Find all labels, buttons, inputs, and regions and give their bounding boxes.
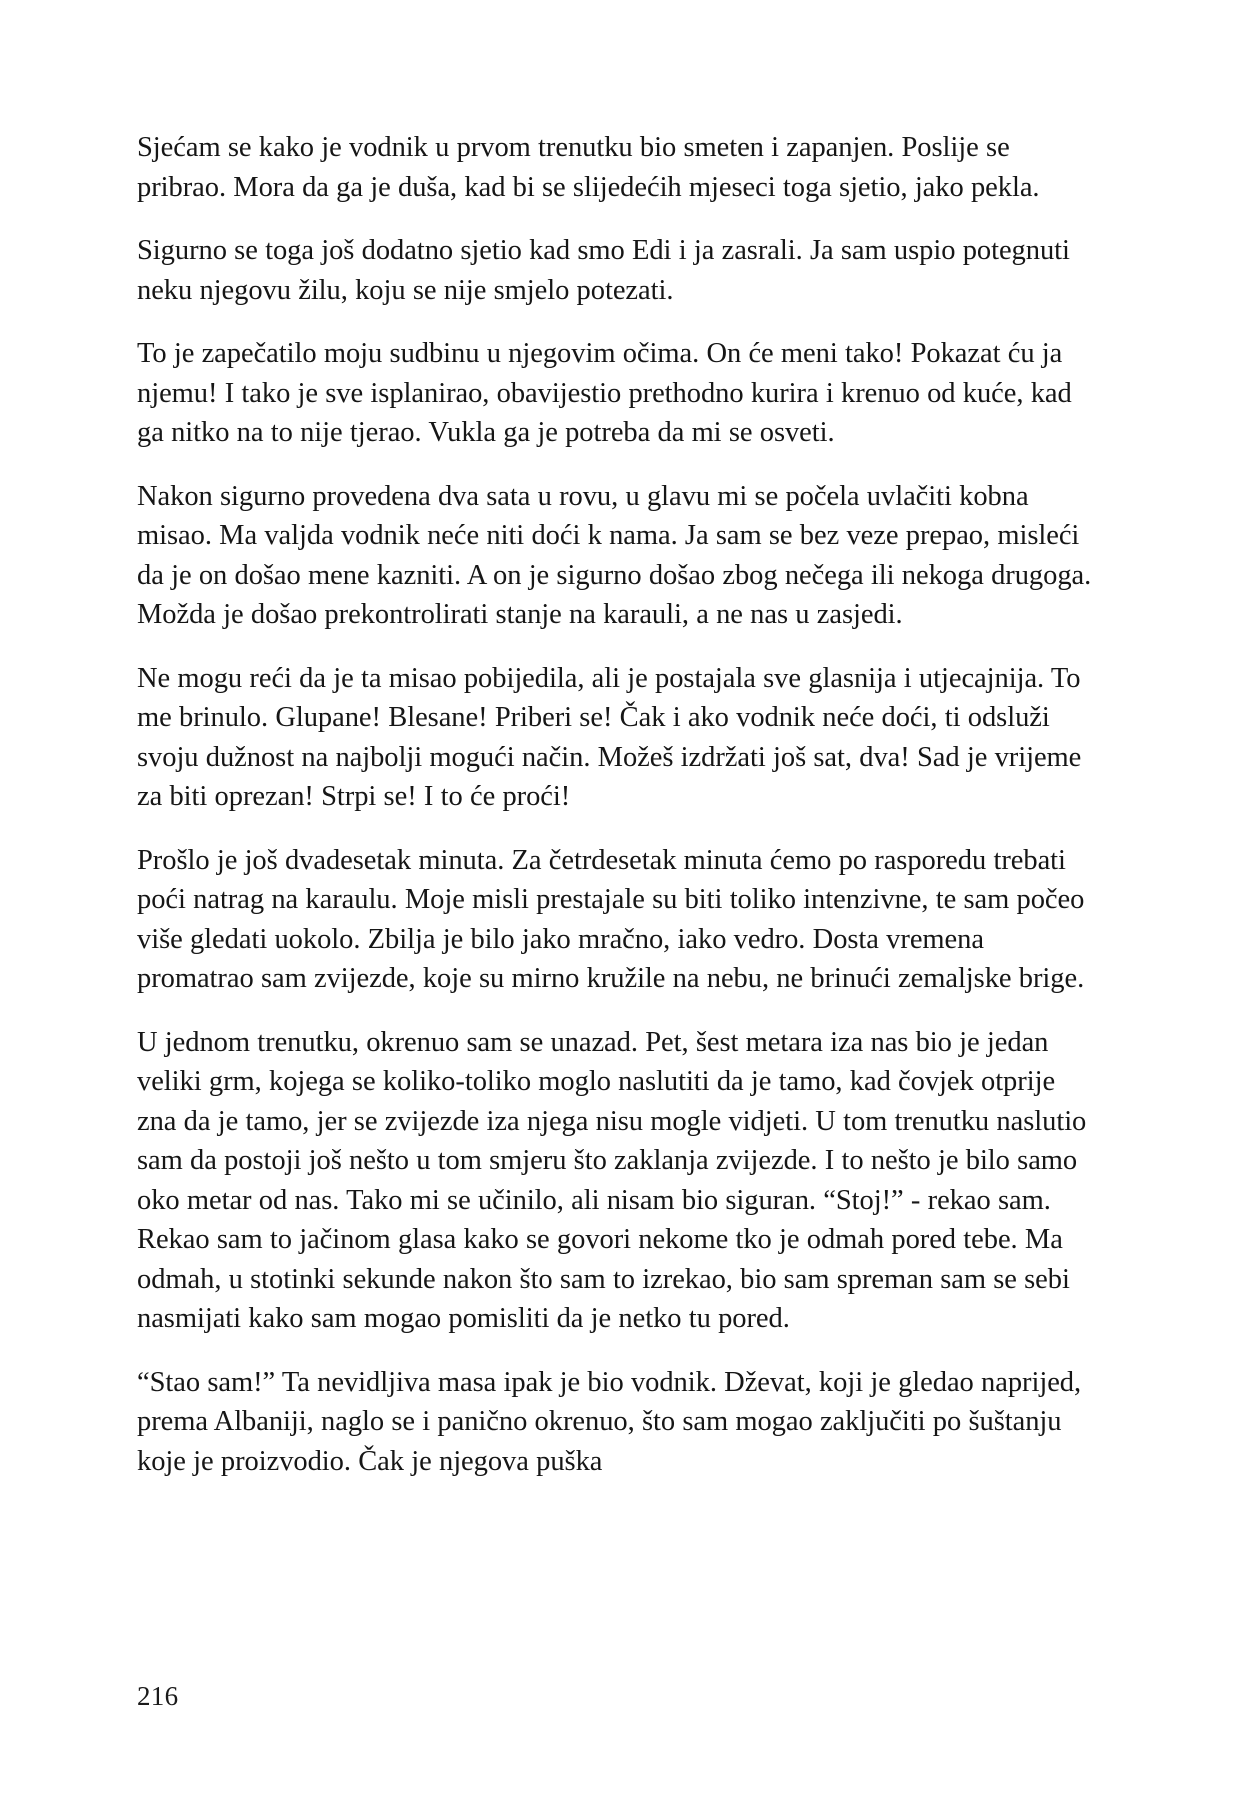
paragraph: Nakon sigurno provedena dva sata u rovu, u glavu mi se počela uvlačiti kobna misao. Ma valjda vodnik neće niti doći k nama. Ja sam se bez veze prepao, misleći da je on došao mene kazniti. A on je sigurno došao zbog nečega ili nekoga drugoga. Možda je došao prekontrolirati stanje na karauli, a ne nas u zasjedi.	[137, 480, 1092, 630]
page-number: 216	[137, 1681, 179, 1711]
paragraph: “Stao sam!” Ta nevidljiva masa ipak je bio vodnik. Dževat, koji je gledao naprijed, prema Albaniji, naglo se i panično okrenuo, što sam mogao zaključiti po šuštanju koje je proizvodio. Čak je njegova puška	[137, 1366, 1082, 1477]
paragraph: Sigurno se toga još dodatno sjetio kad smo Edi i ja zasrali. Ja sam uspio potegnuti neku njegovu žilu, koju se nije smjelo potezati.	[137, 235, 1070, 306]
paragraph: Prošlo je još dvadesetak minuta. Za četrdesetak minuta ćemo po rasporedu trebati poći natrag na karaulu. Moje misli prestajale su biti toliko intenzivne, te sam počeo više gledati uokolo. Zbilja je bilo jako mračno, iako vedro. Dosta vremena promatrao sam zvijezde, koje su mirno kružile na nebu, ne brinući zemaljske brige.	[137, 844, 1085, 994]
paragraph: U jednom trenutku, okrenuo sam se unazad. Pet, šest metara iza nas bio je jedan veliki grm, kojega se koliko-toliko moglo naslutiti da je tamo, kad čovjek otprije zna da je tamo, jer se zvijezde iza njega nisu mogle vidjeti. U tom trenutku naslutio sam da postoji još nešto u tom smjeru što zaklanja zvijezde. I to nešto je bilo samo oko metar od nas. Tako mi se učinilo, ali nisam bio siguran. “Stoj!” - rekao sam. Rekao sam to jačinom glasa kako se govori nekome tko je odmah pored tebe. Ma odmah, u stotinki sekunde nakon što sam to izrekao, bio sam spreman sam se sebi nasmijati kako sam mogao pomisliti da je netko tu pored.	[137, 1026, 1087, 1334]
paragraph: Ne mogu reći da je ta misao pobijedila, ali je postajala sve glasnija i utjecajnija. To me brinulo. Glupane! Blesane! Priberi se! Čak i ako vodnik neće doći, ti odsluži svoju dužnost na najbolji mogući način. Možeš izdržati još sat, dva! Sad je vrijeme za biti oprezan! Strpi se! I to će proći!	[137, 662, 1082, 812]
page-body-text	[137, 128, 1097, 1481]
paragraph: To je zapečatilo moju sudbinu u njegovim očima. On će meni tako! Pokazat ću ja njemu! I tako je sve isplanirao, obavijestio prethodno kurira i krenuo od kuće, kad ga nitko na to nije tjerao. Vukla ga je potreba da mi se osveti.	[137, 338, 1072, 448]
paragraph: Sjećam se kako je vodnik u prvom trenutku bio smeten i zapanjen. Poslije se pribrao. Mora da ga je duša, kad bi se slijedećih mjeseci toga sjetio, jako pekla.	[137, 132, 1040, 203]
